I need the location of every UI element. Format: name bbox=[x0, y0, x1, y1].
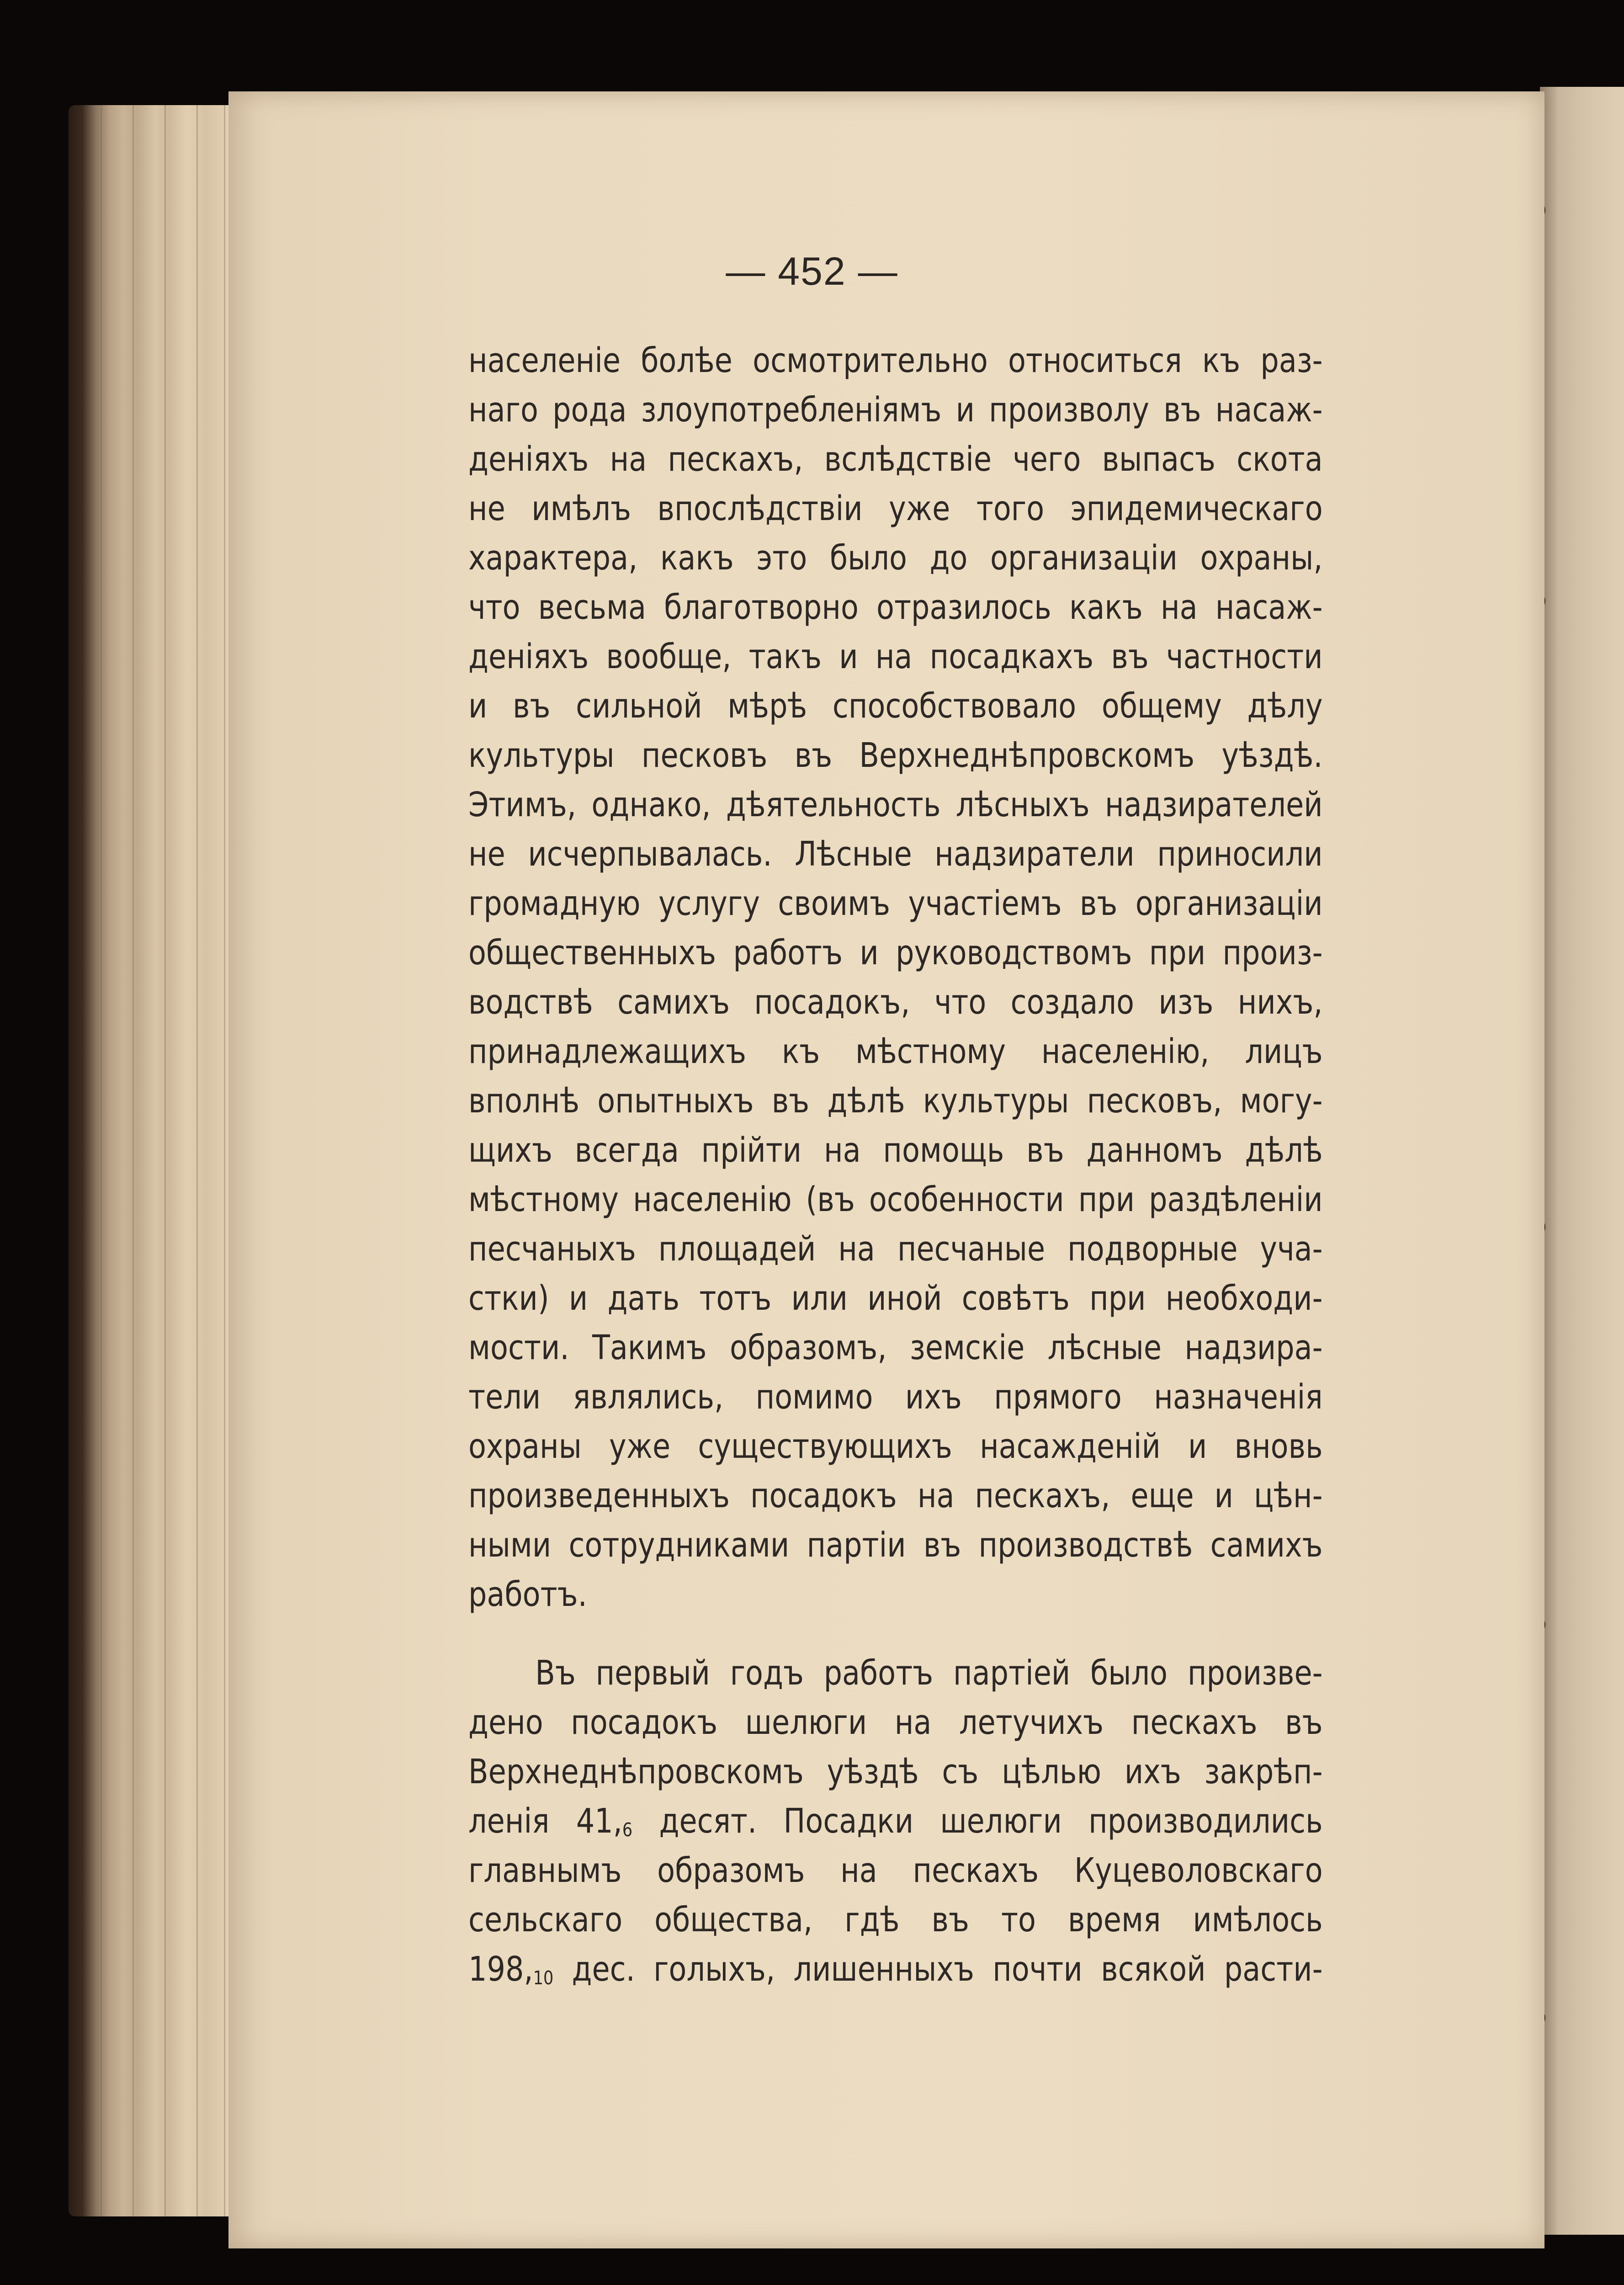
text-line: денiяхъ на пескахъ, вслѣдствiе чего выпасъ скота bbox=[468, 440, 1323, 479]
text-line: тели являлись, помимо ихъ прямого назначенiя bbox=[468, 1377, 1323, 1417]
text-line: мѣстному населенiю (въ особенности при раздѣленiи bbox=[468, 1180, 1323, 1219]
text-line: произведенныхъ посадокъ на пескахъ, еще и цѣн- bbox=[468, 1476, 1323, 1515]
text-line: стки) и дать тотъ или иной совѣтъ при необходи- bbox=[468, 1279, 1323, 1318]
text-line: что весьма благотворно отразилось какъ на насаж- bbox=[468, 588, 1323, 627]
text-line: ными сотрудниками партiи въ производствѣ самихъ bbox=[468, 1525, 1323, 1565]
text-line: работъ. bbox=[468, 1575, 587, 1614]
text-line: мости. Такимъ образомъ, земскiе лѣсные надзира- bbox=[468, 1328, 1323, 1367]
text-line: не исчерпывалась. Лѣсные надзиратели приносили bbox=[468, 834, 1323, 874]
text-line: наго рода злоупотребленiямъ и произволу въ насаж- bbox=[468, 390, 1323, 430]
text-line: щихъ всегда прiйти на помощь въ данномъ дѣлѣ bbox=[468, 1131, 1323, 1170]
page-body bbox=[468, 336, 1323, 1994]
text-line: общественныхъ работъ и руководствомъ при произ- bbox=[468, 933, 1323, 972]
paragraph-gap bbox=[468, 1619, 1323, 1648]
text-line: денiяхъ вообще, такъ и на посадкахъ въ частности bbox=[468, 637, 1323, 676]
text-line: населенiе болѣе осмотрительно относиться къ раз- bbox=[468, 341, 1323, 380]
text-line: Этимъ, однако, дѣятельность лѣсныхъ надзирателей bbox=[468, 785, 1323, 824]
text-line: дено посадокъ шелюги на летучихъ пескахъ въ bbox=[468, 1703, 1323, 1742]
paragraph-1 bbox=[468, 336, 1323, 1619]
text-line: Въ первый годъ работъ партiей было произве- bbox=[535, 1653, 1323, 1693]
text-line: водствѣ самихъ посадокъ, что создало изъ нихъ, bbox=[468, 983, 1323, 1022]
text-line: не имѣлъ впослѣдствiи уже того эпидемическаго bbox=[468, 489, 1323, 528]
decimal-subscript: 6 bbox=[622, 1819, 633, 1841]
text-fragment: 198, bbox=[468, 1950, 533, 1989]
text-line: вполнѣ опытныхъ въ дѣлѣ культуры песковъ, могу- bbox=[468, 1081, 1323, 1121]
text-fragment: ленiя 41, bbox=[468, 1801, 622, 1841]
text-line: охраны уже существующихъ насажденiй и вновь bbox=[468, 1427, 1323, 1466]
text-line: песчаныхъ площадей на песчаные подворные уча- bbox=[468, 1229, 1323, 1269]
decimal-subscript: 10 bbox=[533, 1967, 554, 1989]
text-line: культуры песковъ въ Верхнеднѣпровскомъ уѣздѣ. bbox=[468, 736, 1323, 775]
text-fragment: дес. голыхъ, лишенныхъ почти всякой расти- bbox=[553, 1950, 1323, 1989]
facing-page-edge bbox=[1540, 87, 1624, 2235]
text-line: характера, какъ это было до организацiи охраны, bbox=[468, 538, 1323, 578]
text-line bbox=[468, 1945, 1323, 1994]
page-number: — 452 — bbox=[726, 250, 898, 293]
text-line: принадлежащихъ къ мѣстному населенiю, лицъ bbox=[468, 1032, 1323, 1071]
paragraph-2 bbox=[468, 1648, 1323, 1994]
text-line: сельскаго общества, гдѣ въ то время имѣлось bbox=[468, 1900, 1323, 1940]
text-line: главнымъ образомъ на пескахъ Куцеволовскаго bbox=[468, 1851, 1323, 1890]
text-line: и въ сильной мѣрѣ способствовало общему дѣлу bbox=[468, 686, 1323, 726]
text-line bbox=[468, 1796, 1323, 1846]
text-fragment: десят. Посадки шелюги производились bbox=[632, 1801, 1323, 1841]
text-line: Верхнеднѣпровскомъ уѣздѣ съ цѣлью ихъ закрѣп- bbox=[468, 1752, 1323, 1791]
text-line: громадную услугу своимъ участiемъ въ организацiи bbox=[468, 884, 1323, 923]
